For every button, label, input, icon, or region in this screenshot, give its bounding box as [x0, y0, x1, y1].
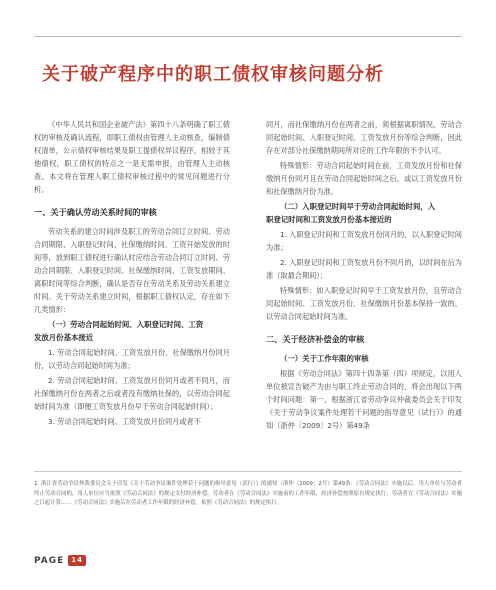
subsection-heading-1 [34, 318, 230, 344]
intro-paragraph: 《中华人民共和国企业破产法》第四十八条明确了职工债权的审核及确认流程，即职工债权由管理人主动核查，编制债权清单，公示债权审核结果及职工提债权异议程序，相较于其他债权，职工债权的特点之一是无需申报，由管理人主动核查。本文将在管理人职工债权审核过程中的常见问题进行分析。 [34, 120, 230, 194]
body-paragraph: 根据《劳动合同法》第四十四条第（四）项规定，以用人单位被宣告破产为由与职工终止劳动合同的，将会出现以下两个时间问题：第一，根据浙江省劳动争议仲裁委员会关于印发《关于劳动争议案件处理若干问题的指导意见（试行）》的通知（浙仲〔2009〕2号）第49条 [266, 369, 462, 430]
right-column [266, 118, 462, 434]
section-heading-1: 一、关于确认劳动关系时间的审核 [34, 207, 157, 217]
subsection-heading-line: （一）关于工作年限的审核 [280, 354, 369, 363]
subsection-heading-line: 发放月份基本接近 [34, 333, 94, 342]
list-paragraph: 1. 劳动合同起始时间、工资发放月份、社保缴纳月份同月份，以劳动合同起始时间为准； [34, 348, 230, 370]
list-paragraph: 2. 入职登记时间和工资发放月份不同月的，以时间在后为准（取最合期间）； [266, 258, 462, 280]
list-paragraph: 3. 劳动合同起始时间、工资发放月份同月或者不 [48, 417, 201, 426]
subsection-heading-line: 职登记时间和工资发放月份基本接近的 [266, 215, 392, 224]
page-number: 14 [68, 555, 86, 566]
page-indicator [34, 555, 86, 566]
subsection-heading-3 [266, 352, 462, 365]
list-paragraph: 2. 劳动合同起始时间、工资发放月份同月或者不同月，而社保缴纳月份在两者之后或者没有缴纳社保的，以劳动合同起始时间为准（即便工资发放月份早于劳动合同起始时间）； [34, 376, 230, 411]
special-case-paragraph: 特殊情形：如入职登记时间早于工资发放月份，且劳动合同起始时间、工资发放月份、社保缴纳月份基本保持一致的，以劳动合同起始时间为准。 [266, 286, 462, 321]
subsection-heading-line: （二）入职登记时间早于劳动合同起始时间，入 [280, 202, 436, 211]
left-column [34, 118, 230, 430]
body-paragraph: 劳动关系的建立时间涉及职工的劳动合同订立时间、劳动合同期限、入职登记时间、社保缴纳时间、工资开始发放的时间等，放到职工债权进行确认时应结合劳动合同订立时间、劳动合同期限、入职登记时间、社保缴纳时间、工资发放期间、离职时间等综合判断，确认是否存在劳动关系及劳动关系建立时间。关于劳动关系建立时间，根据职工债权认定，存在如下几类情形： [34, 227, 230, 314]
footnote-rule [34, 471, 462, 472]
section-heading-2: 二、关于经济补偿金的审核 [266, 334, 365, 344]
special-case-paragraph: 特殊情形：劳动合同起始时间在前，工资发放月份和社保缴纳月份同月且在劳动合同起始时间之后，或以工资发放月份和社保缴纳月份为准。 [266, 161, 462, 196]
subsection-heading-2 [266, 200, 462, 226]
subsection-heading-line: （一）劳动合同起始时间、入职登记时间、工资 [48, 320, 204, 329]
article-title: 关于破产程序中的职工债权审核问题分析 [42, 64, 384, 85]
footnote: 1. 浙江省劳动争议仲裁委员会关于印发《关于劳动争议案件处理若干问题的指导意见（试行）》的通知（浙仲〔2009〕2号）第49条：《劳动合同法》实施以后，用人单位与劳动者终止劳动合同的，用人单位应当依照《劳动合同法》的规定支付经济补偿。劳动者在《劳动合同法》实施前的工作年限，经济补偿按照原有规定执行；劳动者在《劳动合同法》实施之日起计算……《劳动合同法》实施后在劳动者工作年限的经济补偿，依照《劳动合同法》的规定执行。 [34, 481, 462, 506]
body-paragraph: 同月，而社保缴纳月份在两者之前，须根据离职情况、劳动合同起始时间、入职登记时间、工资发放月份等综合判断，因此存在对部分社保缴纳期间所对应的工作年限的不予认可。 [266, 120, 462, 155]
page-label: PAGE [34, 555, 65, 566]
list-paragraph: 1. 入职登记时间和工资发放月份同月的，以入职登记时间为准； [266, 230, 462, 252]
top-rule [34, 36, 462, 37]
